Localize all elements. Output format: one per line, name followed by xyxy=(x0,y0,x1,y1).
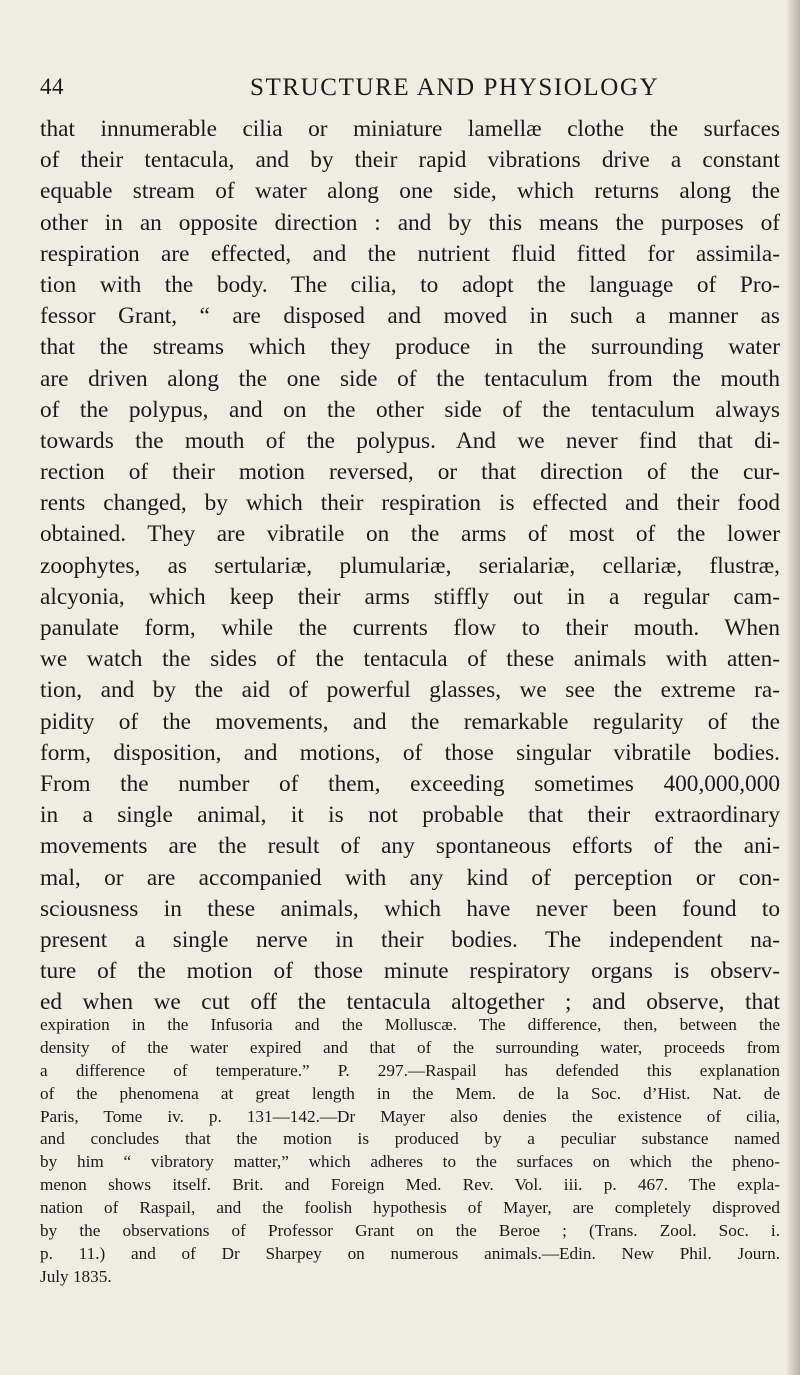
main-text xyxy=(40,114,780,1018)
text-line: form, disposition, and motions, of those singular vibratile bodies. xyxy=(40,739,780,766)
text-line: zoophytes, as sertulariæ, plumulariæ, serialariæ, cellariæ, flustræ, xyxy=(40,552,780,579)
text-line: panulate form, while the currents flow to their mouth. When xyxy=(40,615,780,641)
text-line: that the streams which they produce in the surrounding water xyxy=(40,334,780,361)
text-line: ture of the motion of those minute respiratory organs is observ- xyxy=(40,958,780,985)
text-line: rents changed, by which their respiration is effected and their food xyxy=(40,490,780,517)
running-head: STRUCTURE AND PHYSIOLOGY xyxy=(250,74,660,101)
footnote-line: Paris, Tome iv. p. 131—142.—Dr Mayer also denies the existence of cilia, xyxy=(40,1106,780,1126)
text-line: other in an opposite direction : and by this means the purposes of xyxy=(40,209,780,236)
text-line: sciousness in these animals, which have never been found to xyxy=(40,895,780,922)
text-line: are driven along the one side of the tentaculum from the mouth xyxy=(40,365,780,392)
text-line: rection of their motion reversed, or that direction of the cur- xyxy=(40,459,780,486)
text-line: ed when we cut off the tentacula altogether ; and observe, that xyxy=(40,989,780,1016)
text-line: equable stream of water along one side, which returns along the xyxy=(40,178,780,205)
text-line: in a single animal, it is not probable that their extraordinary xyxy=(40,802,780,829)
text-line: movements are the result of any spontaneous efforts of the ani- xyxy=(40,833,780,860)
footnote-line: density of the water expired and that of the surrounding water, proceeds from xyxy=(40,1037,780,1057)
text-line: From the number of them, exceeding sometimes 400,000,000 xyxy=(40,770,780,797)
footnote-line: expiration in the Infusoria and the Molluscæ. The difference, then, between the xyxy=(40,1015,780,1034)
page-edge-shadow xyxy=(786,0,800,1375)
text-line: obtained. They are vibratile on the arms of most of the lower xyxy=(40,521,780,548)
footnote xyxy=(40,1014,780,1289)
page-number: 44 xyxy=(40,74,64,99)
footnote-line: and concludes that the motion is produced by a peculiar substance named xyxy=(40,1129,780,1149)
footnote-line: by him “ vibratory matter,” which adheres to the surfaces on which the pheno- xyxy=(40,1152,780,1172)
footnote-line: p. 11.) and of Dr Sharpey on numerous animals.—Edin. New Phil. Journ. xyxy=(40,1243,780,1263)
text-line: we watch the sides of the tentacula of these animals with atten- xyxy=(40,646,780,673)
text-line: respiration are effected, and the nutrient fluid fitted for assimila- xyxy=(40,240,780,267)
text-line: present a single nerve in their bodies. The independent na- xyxy=(40,926,780,953)
footnote-line: July 1835. xyxy=(40,1266,112,1286)
footnote-line: a difference of temperature.” P. 297.—Raspail has defended this explanation xyxy=(40,1060,780,1080)
text-line: mal, or are accompanied with any kind of perception or con- xyxy=(40,864,780,891)
page-header xyxy=(40,70,780,110)
text-line: tion, and by the aid of powerful glasses, we see the extreme ra- xyxy=(40,677,780,704)
text-line: alcyonia, which keep their arms stiffly out in a regular cam- xyxy=(40,583,780,610)
text-line: that innumerable cilia or miniature lamellæ clothe the surfaces xyxy=(40,116,780,142)
text-line: towards the mouth of the polypus. And we never find that di- xyxy=(40,427,780,454)
footnote-line: by the observations of Professor Grant on the Beroe ; (Trans. Zool. Soc. i. xyxy=(40,1221,780,1241)
footnote-line: nation of Raspail, and the foolish hypothesis of Mayer, are completely disproved xyxy=(40,1198,780,1218)
text-line: pidity of the movements, and the remarkable regularity of the xyxy=(40,708,780,735)
footnote-line: of the phenomena at great length in the Mem. de la Soc. d’Hist. Nat. de xyxy=(40,1083,780,1103)
text-line: tion with the body. The cilia, to adopt the language of Pro- xyxy=(40,271,780,298)
text-line: of the polypus, and on the other side of the tentaculum always xyxy=(40,396,780,423)
text-line: fessor Grant, “ are disposed and moved in such a manner as xyxy=(40,303,780,330)
footnote-line: menon shows itself. Brit. and Foreign Med. Rev. Vol. iii. p. 467. The expla- xyxy=(40,1175,780,1195)
text-line: of their tentacula, and by their rapid vibrations drive a constant xyxy=(40,147,780,174)
